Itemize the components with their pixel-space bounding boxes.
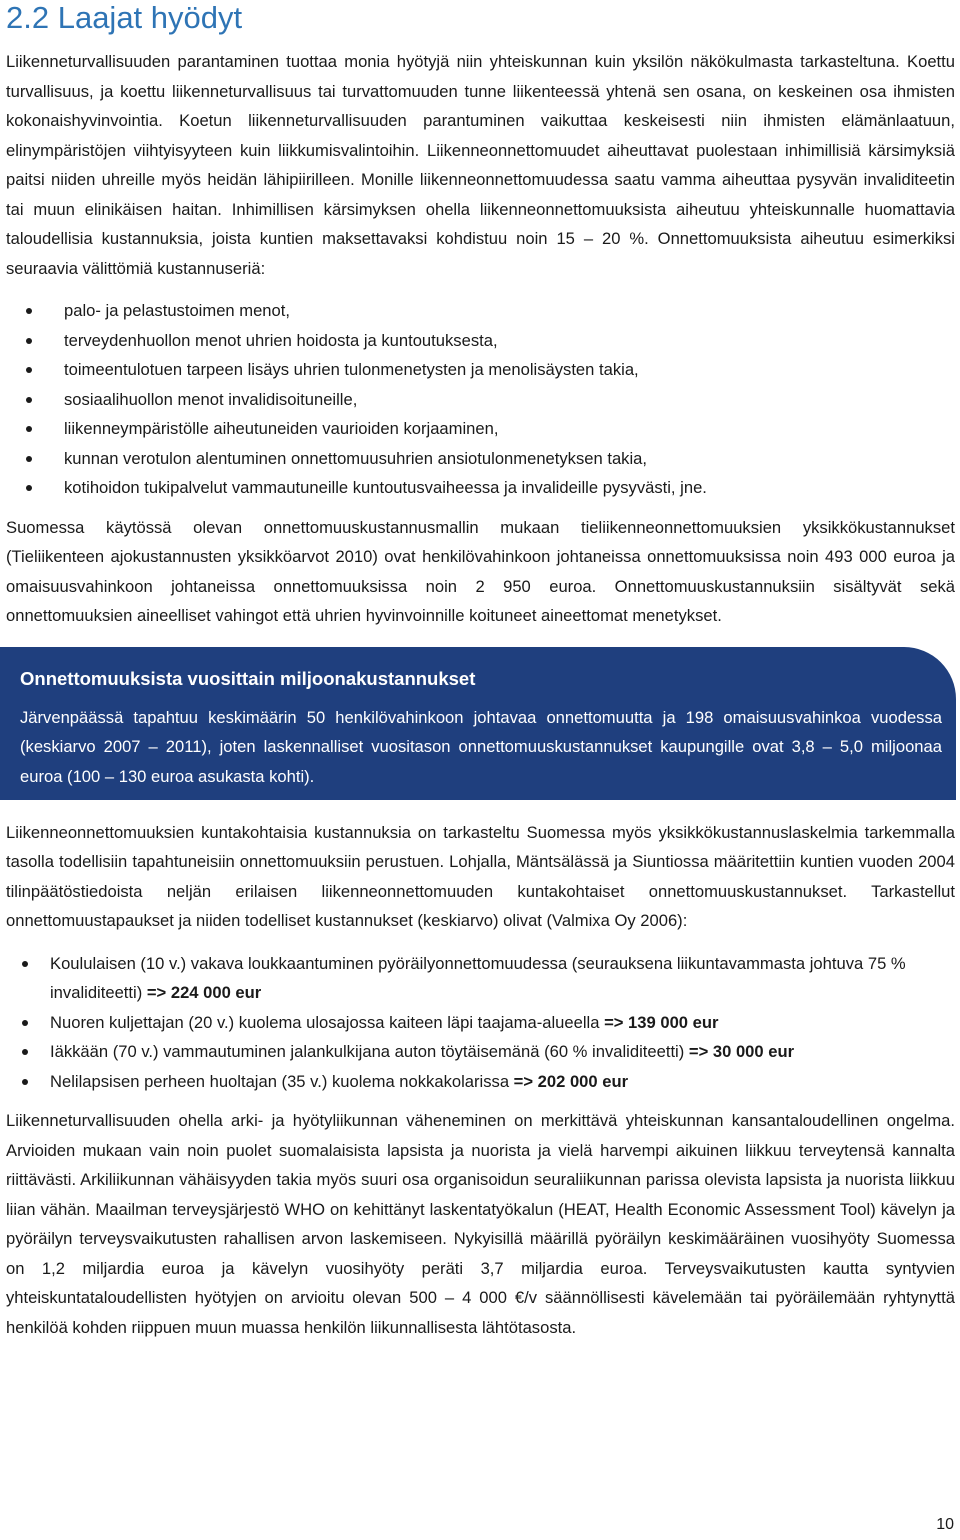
list-item: terveydenhuollon menot uhrien hoidosta ja kuntoutuksesta,: [6, 326, 955, 356]
bullet-icon: [26, 338, 32, 344]
highlight-box: [0, 647, 956, 800]
paragraph-physical-activity: Liikenneturvallisuuden ohella arki- ja hyötyliikunnan väheneminen on merkittävä yhteiskunnan kansantaloudellinen ongelma. Arvioiden mukaan vain noin puolet suomalaisista lapsista ja nuorista ja vielä harvempi aikuinen liikkuu terveytensä kannalta riittävästi. Arkiliikunnan vähäisyyden takia myös suuri osa organisoidun seuraliikunnan parissa olevista lapsista ja nuorista liikkuu liian vähän. Maailman terveysjärjestö WHO on kehittänyt laskentatyökalun (HEAT, Health Economic Assessment Tool) kävelyn ja pyöräilyn terveysvaikutusten rahallisen arvon laskemiseen. Nykyisillä määrillä pyöräilyn keskimääräinen vuosihyöty Suomessa on 1,2 miljardia euroa ja kävelyn vuosihyöty peräti 3,7 miljardia euroa. Terveysvaikutusten kautta syntyvien yhteiskuntataloudellisten hyötyjen on arvioitu olevan 500 – 4 000 €/v säännöllisesti kävelemään tai pyöräilemään ryhtynyttä henkilöä kohden riippuen muun muassa henkilön liikunnallisesta lähtötasosta.: [6, 1111, 955, 1337]
list-item: kunnan verotulon alentuminen onnettomuusuhrien ansiotulonmenetyksen takia,: [6, 444, 955, 474]
highlight-box-text: Järvenpäässä tapahtuu keskimäärin 50 henkilövahinkoon johtavaa onnettomuutta ja 198 omaisuusvahinkoa vuodessa (keskiarvo 2007 – 2011), joten laskennalliset vuositason onnettomuuskustannukset kaupungille ovat 3,8 – 5,0 miljoonaa euroa (100 – 130 euroa asukasta kohti).: [20, 707, 942, 786]
list-item: liikenneympäristölle aiheutuneiden vaurioiden korjaaminen,: [6, 414, 955, 444]
cost-items-list: [6, 296, 955, 503]
section-heading: 2.2 Laajat hyödyt: [6, 0, 243, 35]
paragraph-unit-costs: Suomessa käytössä olevan onnettomuuskustannusmallin mukaan tieliikenneonnettomuuksien yksikkökustannukset (Tieliikenteen ajokustannusten yksikköarvot 2010) ovat henkilövahinkoon johtaneissa onnettomuuksissa noin 493 000 euroa ja omaisuusvahinkoon johtaneissa onnettomuuksissa noin 2 950 euroa. Onnettomuuskustannuksiin sisältyvät sekä onnettomuuksien aineelliset vahingot että uhrien hyvinvoinnille koituneet aineettomat menetykset.: [6, 517, 955, 625]
list-item: Nuoren kuljettajan (20 v.) kuolema ulosajossa kaiteen läpi taajama-alueella => 139 000 eur: [6, 1008, 955, 1038]
bullet-icon: [26, 308, 32, 314]
list-item: kotihoidon tukipalvelut vammautuneille kuntoutusvaiheessa ja invalideille pysyvästi, jne.: [6, 473, 955, 503]
highlight-box-title: Onnettomuuksista vuosittain miljoonakustannukset: [20, 667, 476, 689]
paragraph-intro: Liikenneturvallisuuden parantaminen tuottaa monia hyötyjä niin yhteiskunnan kuin yksilön näkökulmasta tarkasteltuna. Koettu turvallisuus, ja koettu liikenneturvallisuus tai turvattomuuden tunne liikenteessä yhtenä sen osana, on keskeinen osa ihmisten kokonaishyvinvointia. Koetun liikenneturvallisuuden parantuminen vaikuttaa keskeisesti niin ihmisten elämänlaatuun, elinympäristöjen viihtyisyyteen kuin liikkumisvalintoihin. Liikenneonnettomuudet aiheuttavat puolestaan inhimillisiä kärsimyksiä paitsi niiden uhreille myös heidän lähipiirilleen. Monille liikenneonnettomuudessa saatu vamma aiheuttaa pysyvän invaliditeetin tai muun elinikäisen haitan. Inhimillisen kärsimyksen ohella liikenneonnettomuuksista aiheutuu yhteiskunnalle huomattavia taloudellisia kustannuksia, joista kuntien maksettavaksi kohdistuu noin 15 – 20 %. Onnettomuuksista aiheutuu esimerkiksi seuraavia välittömiä kustannuseriä:: [6, 52, 955, 278]
bullet-icon: [22, 1049, 28, 1055]
bullet-icon: [22, 1020, 28, 1026]
bullet-icon: [26, 397, 32, 403]
bullet-icon: [26, 426, 32, 432]
list-item: Koululaisen (10 v.) vakava loukkaantuminen pyöräilyonnettomuudessa (seurauksena liikuntavammasta johtuva 75 % invaliditeetti) => 224 000 eur: [6, 949, 955, 1008]
list-item: Nelilapsisen perheen huoltajan (35 v.) kuolema nokkakolarissa => 202 000 eur: [6, 1067, 955, 1097]
list-item: sosiaalihuollon menot invalidisoituneille,: [6, 385, 955, 415]
bullet-icon: [22, 1079, 28, 1085]
list-item: Iäkkään (70 v.) vammautuminen jalankulkijana auton töytäisemänä (60 % invaliditeetti) => 30 000 eur: [6, 1037, 955, 1067]
bullet-icon: [26, 456, 32, 462]
page-number: 10: [936, 1516, 954, 1533]
document-page: [6, 0, 955, 1342]
accident-cases-list: [6, 949, 955, 1097]
bullet-icon: [26, 485, 32, 491]
bullet-icon: [26, 367, 32, 373]
list-item: palo- ja pelastustoimen menot,: [6, 296, 955, 326]
paragraph-municipal-costs: Liikenneonnettomuuksien kuntakohtaisia kustannuksia on tarkasteltu Suomessa myös yksikkökustannuslaskelmia tarkemmalla tasolla todellisiin tapahtuneisiin onnettomuuksiin perustuen. Lohjalla, Mäntsälässä ja Siuntiossa määritettiin kuntien vuoden 2004 tilinpäätöstiedoista neljän erilaisen liikenneonnettomuuden kuntakohtaiset onnettomuuskustannukset. Tarkastellut onnettomuustapaukset ja niiden todelliset kustannukset (keskiarvo) olivat (Valmixa Oy 2006):: [6, 822, 955, 930]
bullet-icon: [22, 961, 28, 967]
list-item: toimeentulotuen tarpeen lisäys uhrien tulonmenetysten ja menolisäysten takia,: [6, 355, 955, 385]
